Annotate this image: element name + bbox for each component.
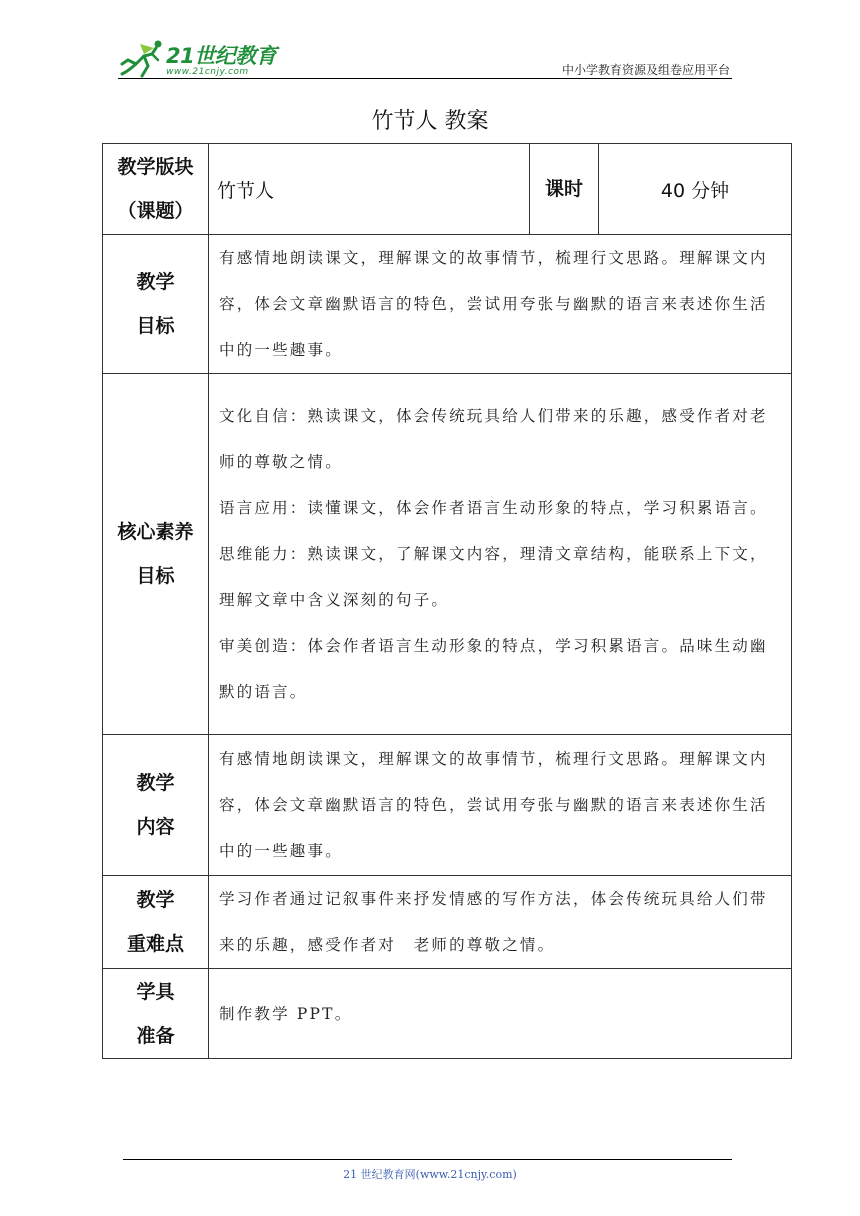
label-tools: 学具 准备 <box>103 969 209 1059</box>
table-row <box>103 374 792 735</box>
table-row <box>103 876 792 969</box>
lesson-plan-table <box>102 143 792 1059</box>
key-points-text: 学习作者通过记叙事件来抒发情感的写作方法，体会传统玩具给人们带来的乐趣，感受作者对 老师的尊敬之情。 <box>209 876 792 969</box>
label-key-points: 教学 重难点 <box>103 876 209 969</box>
core-paragraph: 思维能力：熟读课文，了解课文内容，理清文章结构，能联系上下文，理解文章中含义深刻的句子。 <box>219 545 768 609</box>
logo <box>118 34 288 80</box>
core-paragraph: 语言应用：读懂课文，体会作者语言生动形象的特点，学习积累语言。 <box>219 499 768 517</box>
core-paragraph: 文化自信：熟读课文，体会传统玩具给人们带来的乐趣，感受作者对老师的尊敬之情。 <box>219 407 768 471</box>
content-text: 有感情地朗读课文，理解课文的故事情节，梳理行文思路。理解课文内容，体会文章幽默语言的特色，尝试用夸张与幽默的语言来表述你生活中的一些趣事。 <box>209 735 792 876</box>
page-header <box>118 28 732 80</box>
table-row <box>103 969 792 1059</box>
table-row <box>103 144 792 235</box>
table-row <box>103 735 792 876</box>
header-divider <box>118 78 732 79</box>
logo-text: 21世纪教育 <box>166 44 277 68</box>
platform-name: 中小学教育资源及组卷应用平台 <box>561 63 730 77</box>
logo-url: www.21cnjy.com <box>166 67 249 77</box>
subject-value: 竹节人 <box>209 144 530 235</box>
tools-text: 制作教学 PPT。 <box>209 969 792 1059</box>
label-period: 课时 <box>530 144 599 235</box>
footer-divider <box>123 1159 732 1160</box>
label-subject: 教学版块 （课题） <box>103 144 209 235</box>
page-title: 竹节人 教案 <box>371 109 489 134</box>
label-goals: 教学 目标 <box>103 235 209 374</box>
goals-text: 有感情地朗读课文，理解课文的故事情节，梳理行文思路。理解课文内容，体会文章幽默语言的特色，尝试用夸张与幽默的语言来表述你生活中的一些趣事。 <box>209 235 792 374</box>
footer-link[interactable]: 21 世纪教育网(www.21cnjy.com) <box>343 1168 517 1181</box>
core-text <box>209 374 792 735</box>
period-value: 40 分钟 <box>599 144 792 235</box>
table-row <box>103 235 792 374</box>
runner-logo-icon <box>118 34 164 80</box>
label-content: 教学 内容 <box>103 735 209 876</box>
core-paragraph: 审美创造：体会作者语言生动形象的特点，学习积累语言。品味生动幽默的语言。 <box>219 637 768 701</box>
label-core: 核心素养 目标 <box>103 374 209 735</box>
